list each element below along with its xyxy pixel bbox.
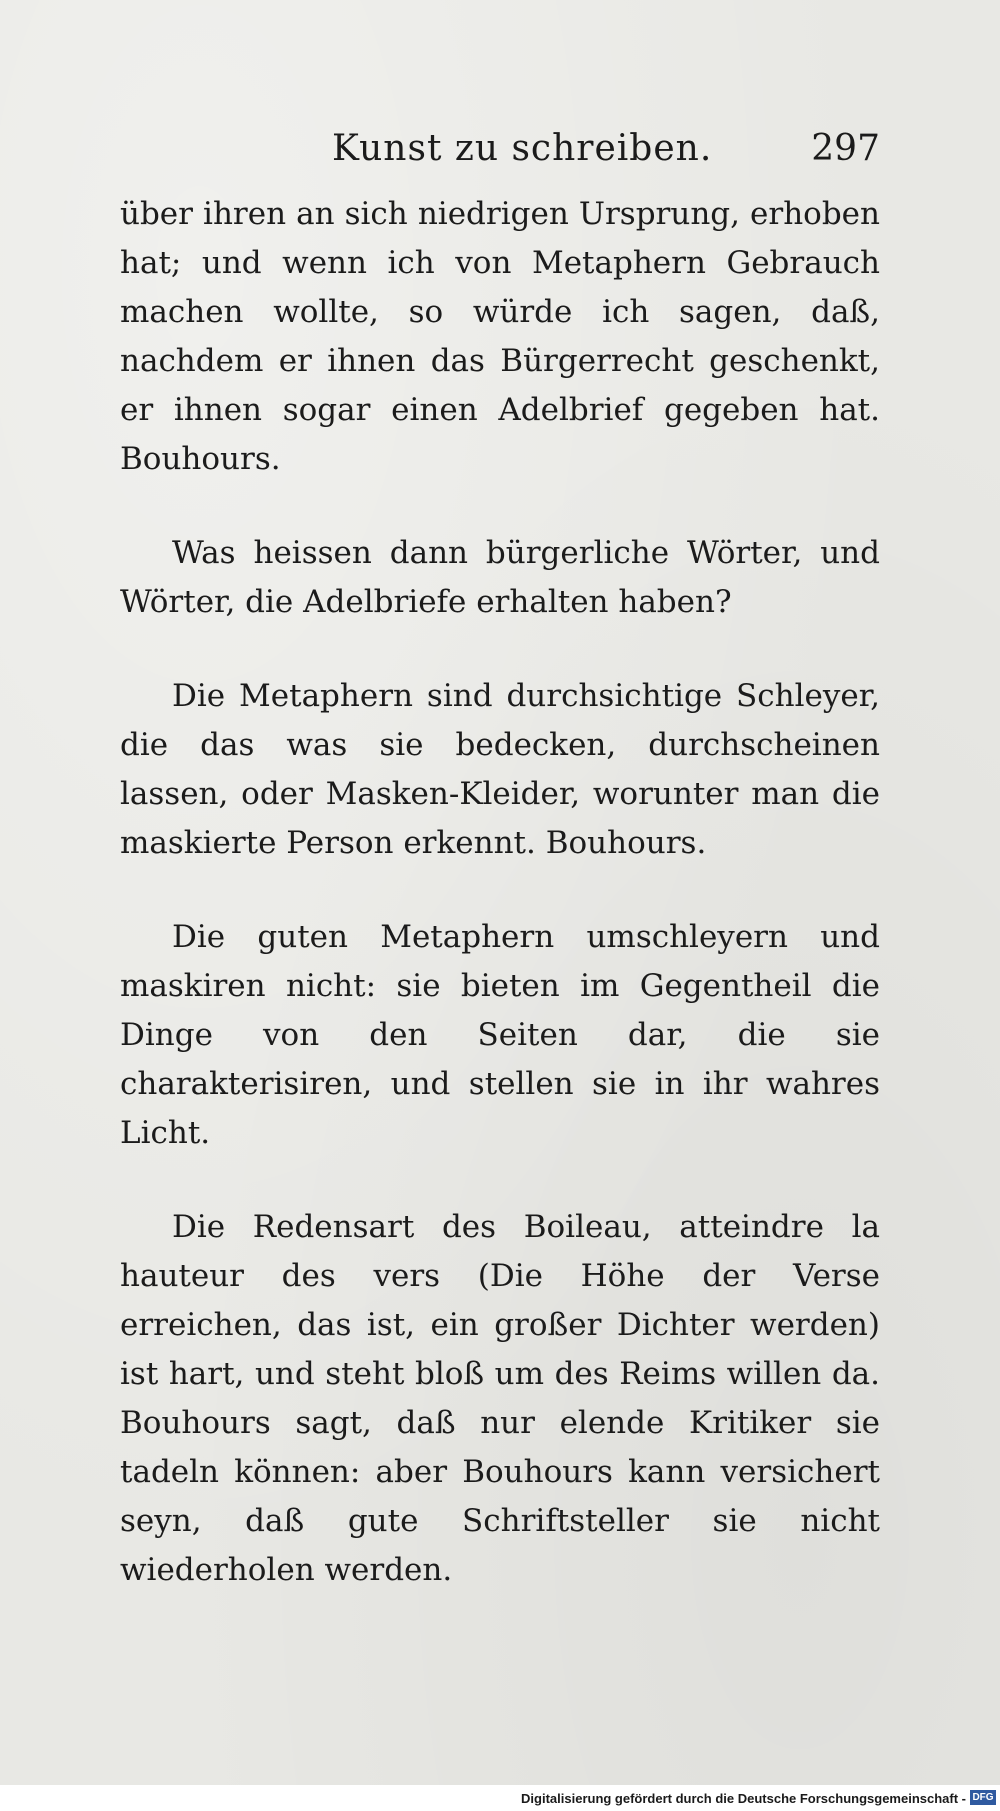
dfg-logo-icon: DFG [970,1790,996,1805]
digitization-footer [0,1785,1000,1811]
paragraph-continuation: über ihren an sich niedrigen Ursprung, erhoben hat; und wenn ich von Metaphern Gebrauch machen wollte, so würde ich sagen, daß, nachdem er ihnen das Bürgerrecht geschenkt, er ihnen sogar einen Adelbrief gegeben hat. Bouhours. [120,196,880,477]
body-text [120,190,880,1595]
paragraph-gap [120,1158,880,1203]
running-head: Kunst zu schreiben. [332,128,713,169]
paragraph-gap [120,484,880,529]
paragraph-gap [120,627,880,672]
page-number: 297 [811,128,880,169]
paragraph-question: Was heissen dann bürgerliche Wörter, und Wörter, die Adelbriefe erhalten haben? [120,535,880,620]
paragraph-boileau: Die Redensart des Boileau, atteindre la hauteur des vers (Die Höhe der Verse erreichen, das ist, ein großer Dichter werden) ist hart, und steht bloß um des Reims willen da. Bouhours sagt, daß nur elende Kritiker sie tadeln können: aber Bouhours kann versichert seyn, daß gute Schriftsteller sie nicht wiederholen werden. [120,1209,880,1588]
page-header [120,128,880,176]
paragraph-metaphor-veils: Die Metaphern sind durchsichtige Schleyer, die das was sie bedecken, durchscheinen lassen, oder Masken-Kleider, worunter man die maskierte Person erkennt. Bouhours. [120,678,880,861]
paragraph-good-metaphors: Die guten Metaphern umschleyern und maskiren nicht: sie bieten im Gegentheil die Dinge von den Seiten dar, die sie charakterisiren, und stellen sie in ihr wahres Licht. [120,919,880,1151]
paragraph-gap [120,868,880,913]
funding-credit: Digitalisierung gefördert durch die Deutsche Forschungsgemeinschaft - [521,1791,966,1806]
